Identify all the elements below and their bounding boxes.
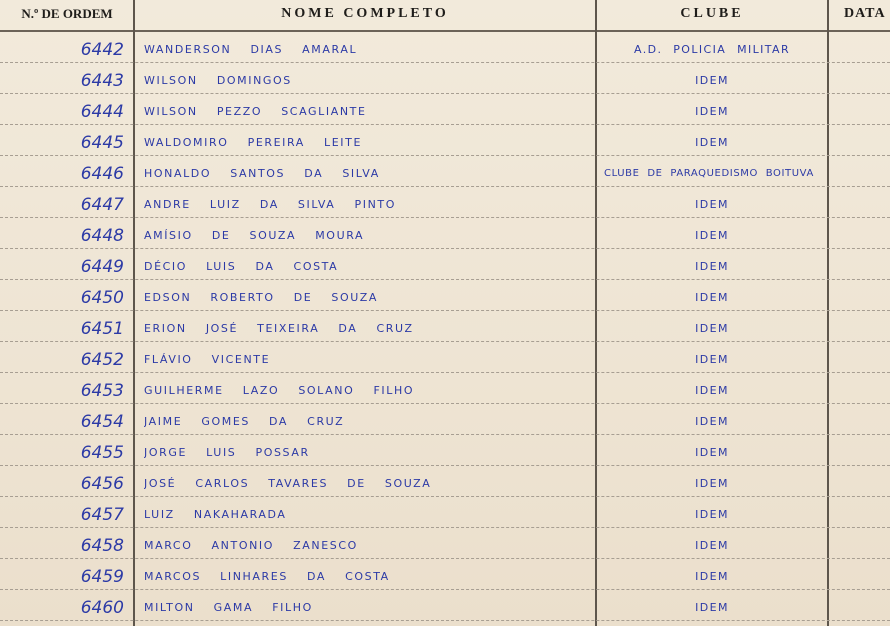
clube: IDEM <box>695 508 729 521</box>
nome-completo: WALDOMIRO PEREIRA LEITE <box>144 136 363 149</box>
nome-completo: MARCOS LINHARES DA COSTA <box>144 570 390 583</box>
ordem-number: 6447 <box>80 195 124 215</box>
nome-completo: WILSON PEZZO SCAGLIANTE <box>144 105 367 118</box>
data <box>830 218 890 249</box>
table-row <box>0 466 890 497</box>
clube: CLUBE DE PARAQUEDISMO BOITUVA <box>604 168 814 179</box>
clube: IDEM <box>695 539 729 552</box>
clube: IDEM <box>695 260 729 273</box>
data <box>830 342 890 373</box>
table-row <box>0 63 890 94</box>
data <box>830 528 890 559</box>
nome-completo: GUILHERME LAZO SOLANO FILHO <box>144 384 415 397</box>
table-row <box>0 373 890 404</box>
table-row <box>0 32 890 63</box>
data <box>830 187 890 218</box>
data <box>830 466 890 497</box>
nome-completo: AMÍSIO DE SOUZA MOURA <box>144 229 365 242</box>
nome-completo: DÉCIO LUIS DA COSTA <box>144 260 339 273</box>
clube: IDEM <box>695 229 729 242</box>
table-row <box>0 187 890 218</box>
nome-completo: WILSON DOMINGOS <box>144 74 292 87</box>
table-row <box>0 311 890 342</box>
clube: IDEM <box>695 105 729 118</box>
ordem-number: 6453 <box>80 381 124 401</box>
table-row <box>0 435 890 466</box>
data <box>830 280 890 311</box>
ordem-number: 6443 <box>80 71 124 91</box>
nome-completo: WANDERSON DIAS AMARAL <box>144 43 358 56</box>
data <box>830 156 890 187</box>
ordem-number: 6458 <box>80 536 124 556</box>
clube: IDEM <box>695 136 729 149</box>
table-row <box>0 280 890 311</box>
data <box>830 497 890 528</box>
clube: IDEM <box>695 477 729 490</box>
clube: IDEM <box>695 446 729 459</box>
table-row <box>0 218 890 249</box>
clube: IDEM <box>695 384 729 397</box>
ordem-number: 6446 <box>80 164 124 184</box>
ordem-number: 6445 <box>80 133 124 153</box>
ordem-number: 6442 <box>80 40 124 60</box>
data <box>830 125 890 156</box>
data <box>830 559 890 590</box>
data <box>830 94 890 125</box>
header-nome: NOME COMPLETO <box>281 6 449 21</box>
data <box>830 249 890 280</box>
header-clube: CLUBE <box>680 6 744 21</box>
nome-completo: MILTON GAMA FILHO <box>144 601 313 614</box>
table-row <box>0 125 890 156</box>
ordem-number: 6448 <box>80 226 124 246</box>
nome-completo: FLÁVIO VICENTE <box>144 353 271 366</box>
table-row <box>0 528 890 559</box>
clube: IDEM <box>695 291 729 304</box>
ordem-number: 6454 <box>80 412 124 432</box>
ordem-number: 6444 <box>80 102 124 122</box>
ordem-number: 6451 <box>80 319 124 339</box>
nome-completo: ERION JOSÉ TEIXEIRA DA CRUZ <box>144 322 414 335</box>
ordem-number: 6449 <box>80 257 124 277</box>
nome-completo: ANDRE LUIZ DA SILVA PINTO <box>144 198 396 211</box>
clube: IDEM <box>695 198 729 211</box>
data <box>830 373 890 404</box>
nome-completo: JORGE LUIS POSSAR <box>144 446 310 459</box>
data <box>830 404 890 435</box>
ordem-number: 6457 <box>80 505 124 525</box>
table-row <box>0 156 890 187</box>
table-row <box>0 497 890 528</box>
nome-completo: LUIZ NAKAHARADA <box>144 508 287 521</box>
table-row <box>0 404 890 435</box>
nome-completo: EDSON ROBERTO DE SOUZA <box>144 291 378 304</box>
ordem-number: 6455 <box>80 443 124 463</box>
ordem-number: 6452 <box>80 350 124 370</box>
clube: IDEM <box>695 353 729 366</box>
nome-completo: HONALDO SANTOS DA SILVA <box>144 167 380 180</box>
header-ordem: N.º DE ORDEM <box>21 6 113 21</box>
clube: IDEM <box>695 322 729 335</box>
table-row <box>0 590 890 621</box>
table-row <box>0 559 890 590</box>
ordem-number: 6450 <box>80 288 124 308</box>
ordem-number: 6456 <box>80 474 124 494</box>
clube: IDEM <box>695 601 729 614</box>
data <box>830 590 890 621</box>
table-body <box>0 32 890 621</box>
data <box>830 435 890 466</box>
clube: IDEM <box>695 415 729 428</box>
data <box>830 311 890 342</box>
ordem-number: 6460 <box>80 598 124 618</box>
clube: IDEM <box>695 74 729 87</box>
table-row <box>0 249 890 280</box>
clube: A.D. POLICIA MILITAR <box>633 43 791 56</box>
nome-completo: JOSÉ CARLOS TAVARES DE SOUZA <box>144 477 432 490</box>
data <box>830 63 890 94</box>
clube: IDEM <box>695 570 729 583</box>
nome-completo: MARCO ANTONIO ZANESCO <box>144 539 358 552</box>
table-row <box>0 342 890 373</box>
data <box>830 32 890 63</box>
ordem-number: 6459 <box>80 567 124 587</box>
nome-completo: JAIME GOMES DA CRUZ <box>144 415 345 428</box>
table-row <box>0 94 890 125</box>
header-data: DATA <box>844 6 886 21</box>
